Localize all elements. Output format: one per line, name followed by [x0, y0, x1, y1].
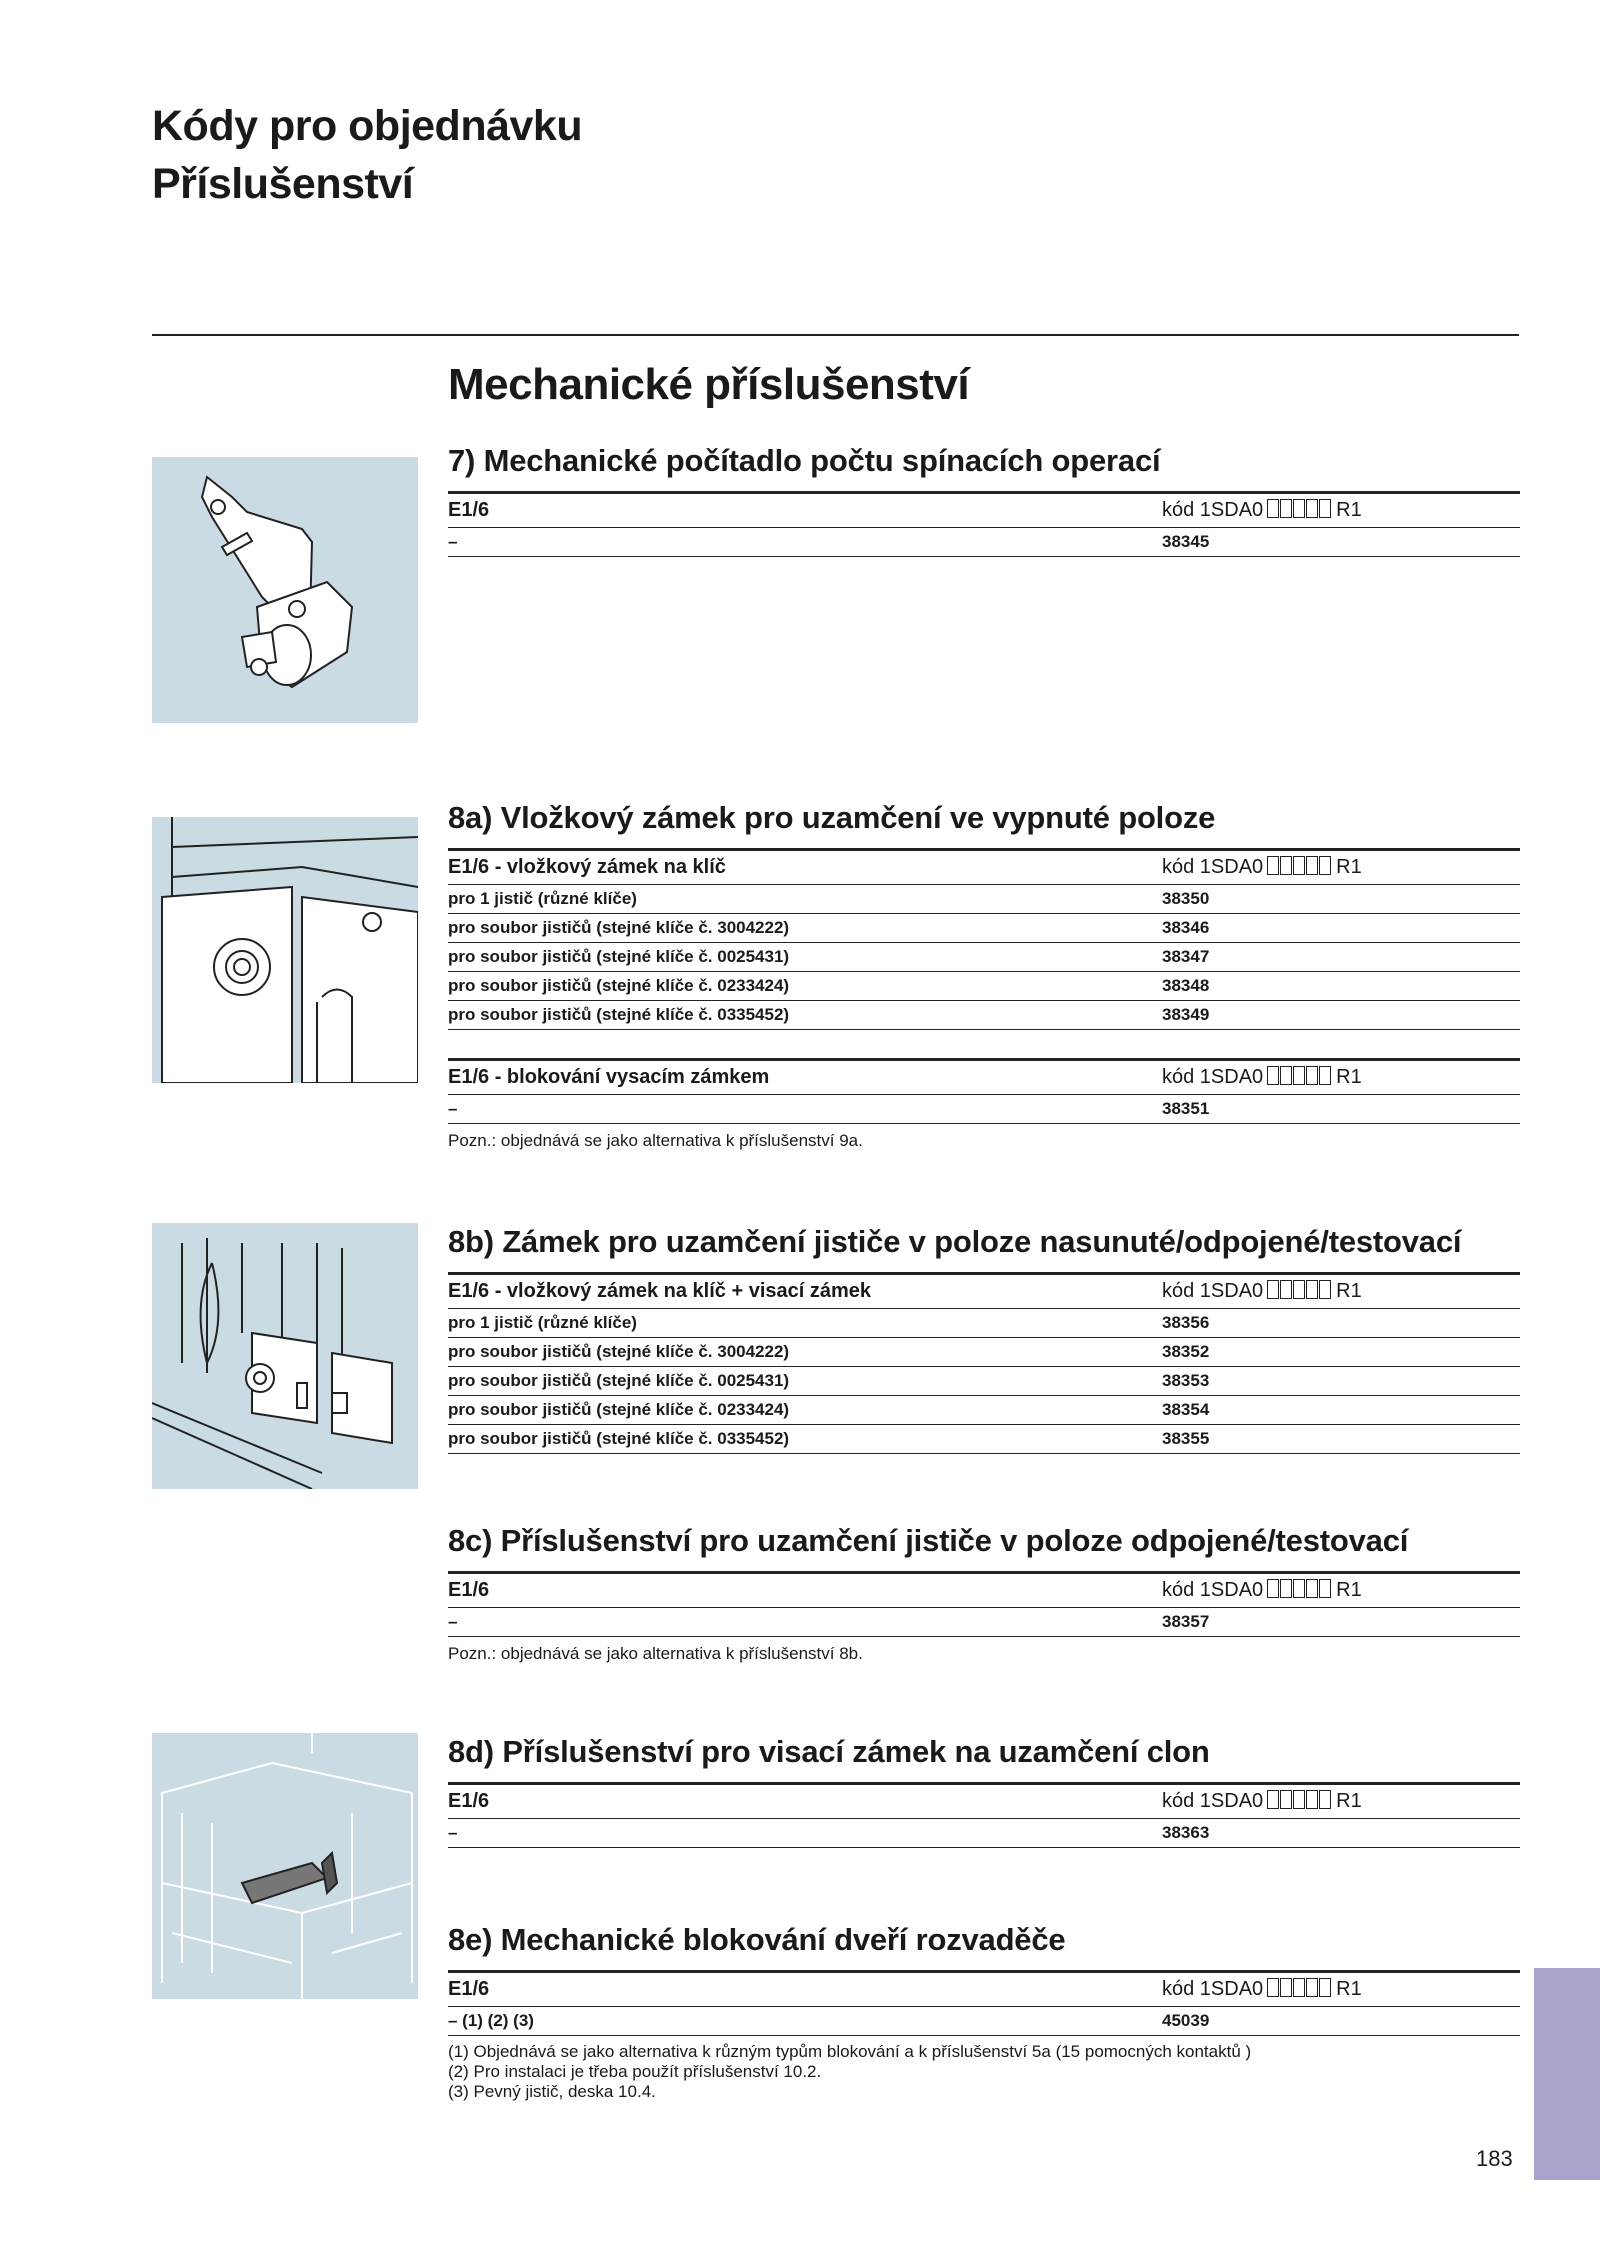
table-header	[448, 1782, 1520, 1819]
table-row	[448, 943, 1520, 972]
table-row	[448, 1367, 1520, 1396]
row-code: 38346	[1162, 918, 1210, 937]
order-table	[448, 1272, 1520, 1454]
code-boxes	[1267, 1066, 1332, 1089]
row-label: pro soubor jističů (stejné klíče č. 3004222)	[448, 1342, 790, 1361]
code-suffix: R1	[1336, 1280, 1362, 1302]
section-note: Pozn.: objednává se jako alternativa k příslušenství 9a.	[448, 1131, 863, 1150]
table-header	[448, 1058, 1520, 1095]
table-header-code	[1162, 499, 1520, 522]
row-label: –	[448, 532, 458, 551]
code-boxes	[1267, 1280, 1332, 1303]
row-code: 38353	[1162, 1371, 1210, 1390]
table-header-label: E1/6	[448, 1978, 490, 2000]
section-key-padlock	[448, 1224, 1520, 1454]
row-label: –	[448, 1612, 458, 1631]
table-row	[448, 1608, 1520, 1637]
row-label: – (1) (2) (3)	[448, 2011, 534, 2030]
code-suffix: R1	[1336, 1579, 1362, 1601]
section-shutter-padlock	[448, 1734, 1520, 1848]
row-label: pro soubor jističů (stejné klíče č. 0025431)	[448, 1371, 790, 1390]
code-boxes	[1267, 1579, 1332, 1602]
order-table	[448, 848, 1520, 1030]
footnote: (3) Pevný jistič, deska 10.4.	[448, 2082, 656, 2101]
section-title: 8d) Příslušenství pro visací zámek na uzamčení clon	[448, 1734, 1210, 1769]
table-header-code	[1162, 1579, 1520, 1602]
code-suffix: R1	[1336, 499, 1362, 521]
table-header-label: E1/6	[448, 1790, 490, 1812]
section-title: 8b) Zámek pro uzamčení jističe v poloze nasunuté/odpojené/testovací	[448, 1224, 1462, 1259]
table-header-label: E1/6 - blokování vysacím zámkem	[448, 1066, 770, 1088]
table-row	[448, 1309, 1520, 1338]
row-code: 45039	[1162, 2011, 1210, 2030]
row-label: pro soubor jističů (stejné klíče č. 0335452)	[448, 1005, 790, 1024]
row-label: –	[448, 1099, 458, 1118]
table-header-code	[1162, 856, 1520, 879]
row-code: 38356	[1162, 1313, 1210, 1332]
row-label: pro soubor jističů (stejné klíče č. 0025431)	[448, 947, 790, 966]
table-header	[448, 1272, 1520, 1309]
chapter-tab	[1534, 1968, 1600, 2180]
section-title: 8a) Vložkový zámek pro uzamčení ve vypnuté poloze	[448, 800, 1216, 835]
row-code: 38349	[1162, 1005, 1210, 1024]
table-header	[448, 1571, 1520, 1608]
table-header-code	[1162, 1066, 1520, 1089]
order-table	[448, 1970, 1520, 2036]
table-row	[448, 1819, 1520, 1848]
order-table	[448, 1782, 1520, 1848]
row-label: pro soubor jističů (stejné klíče č. 3004222)	[448, 918, 790, 937]
code-boxes	[1267, 856, 1332, 879]
row-code: 38351	[1162, 1099, 1210, 1118]
code-prefix: kód 1SDA0	[1162, 856, 1264, 878]
code-boxes	[1267, 1978, 1332, 2001]
table-row	[448, 1001, 1520, 1030]
table-header-label: E1/6 - vložkový zámek na klíč	[448, 856, 726, 878]
row-code: 38350	[1162, 889, 1210, 908]
footnote: (1) Objednává se jako alternativa k různým typům blokování a k příslušenství 5a (15 pomocných kontaktů )	[448, 2042, 1252, 2061]
table-row	[448, 1095, 1520, 1124]
code-suffix: R1	[1336, 856, 1362, 878]
table-header-code	[1162, 1280, 1520, 1303]
table-header-code	[1162, 1790, 1520, 1813]
page-header-title: Kódy pro objednávku	[152, 102, 583, 150]
code-prefix: kód 1SDA0	[1162, 1790, 1264, 1812]
section-note: Pozn.: objednává se jako alternativa k příslušenství 8b.	[448, 1644, 863, 1663]
code-suffix: R1	[1336, 1066, 1362, 1088]
row-code: 38357	[1162, 1612, 1210, 1631]
header-divider	[152, 334, 1519, 336]
cylinder-lock-illustration	[152, 817, 418, 1083]
table-header-label: E1/6 - vložkový zámek na klíč + visací zámek	[448, 1280, 872, 1302]
table-header-code	[1162, 1978, 1520, 2001]
code-boxes	[1267, 499, 1332, 522]
section-door-interlock	[448, 1922, 1520, 2102]
table-row	[448, 1425, 1520, 1454]
main-section-title: Mechanické příslušenství	[448, 360, 970, 409]
section-title: 8c) Příslušenství pro uzamčení jističe v poloze odpojené/testovací	[448, 1523, 1409, 1558]
row-label: pro soubor jističů (stejné klíče č. 0233424)	[448, 1400, 790, 1419]
padlock-lock-illustration	[152, 1223, 418, 1489]
row-label: pro soubor jističů (stejné klíče č. 0335452)	[448, 1429, 790, 1448]
code-suffix: R1	[1336, 1790, 1362, 1812]
shutter-padlock-illustration	[152, 1733, 418, 1999]
row-label: –	[448, 1823, 458, 1842]
page-number: 183	[1476, 2146, 1513, 2171]
code-prefix: kód 1SDA0	[1162, 1579, 1264, 1601]
table-row	[448, 1396, 1520, 1425]
order-table	[448, 1058, 1520, 1124]
footnote: (2) Pro instalaci je třeba použít příslušenství 10.2.	[448, 2062, 822, 2081]
row-code: 38355	[1162, 1429, 1210, 1448]
section-disconnected-lock	[448, 1523, 1520, 1664]
code-prefix: kód 1SDA0	[1162, 499, 1264, 521]
table-header-label: E1/6	[448, 1579, 490, 1601]
row-code: 38348	[1162, 976, 1210, 995]
row-code: 38363	[1162, 1823, 1210, 1842]
row-code: 38352	[1162, 1342, 1210, 1361]
code-prefix: kód 1SDA0	[1162, 1066, 1264, 1088]
page-header-subtitle: Příslušenství	[152, 160, 414, 208]
table-header	[448, 848, 1520, 885]
section-title: 8e) Mechanické blokování dveří rozvaděče	[448, 1922, 1066, 1957]
table-row	[448, 914, 1520, 943]
code-prefix: kód 1SDA0	[1162, 1280, 1264, 1302]
code-boxes	[1267, 1790, 1332, 1813]
order-table	[448, 491, 1520, 557]
table-row	[448, 885, 1520, 914]
row-label: pro 1 jistič (různé klíče)	[448, 1313, 637, 1332]
row-code: 38354	[1162, 1400, 1210, 1419]
table-header	[448, 1970, 1520, 2007]
footnotes	[448, 2042, 1520, 2102]
section-counter	[448, 443, 1520, 557]
row-code: 38347	[1162, 947, 1210, 966]
table-header-label: E1/6	[448, 499, 490, 521]
table-header	[448, 491, 1520, 528]
section-title: 7) Mechanické počítadlo počtu spínacích operací	[448, 443, 1161, 478]
counter-illustration	[152, 457, 418, 723]
code-prefix: kód 1SDA0	[1162, 1978, 1264, 2000]
code-suffix: R1	[1336, 1978, 1362, 2000]
section-cylinder-lock	[448, 800, 1520, 1151]
table-row	[448, 2007, 1520, 2036]
table-row	[448, 1338, 1520, 1367]
row-label: pro 1 jistič (různé klíče)	[448, 889, 637, 908]
row-label: pro soubor jističů (stejné klíče č. 0233424)	[448, 976, 790, 995]
table-row	[448, 528, 1520, 557]
row-code: 38345	[1162, 532, 1210, 551]
order-table	[448, 1571, 1520, 1637]
table-row	[448, 972, 1520, 1001]
